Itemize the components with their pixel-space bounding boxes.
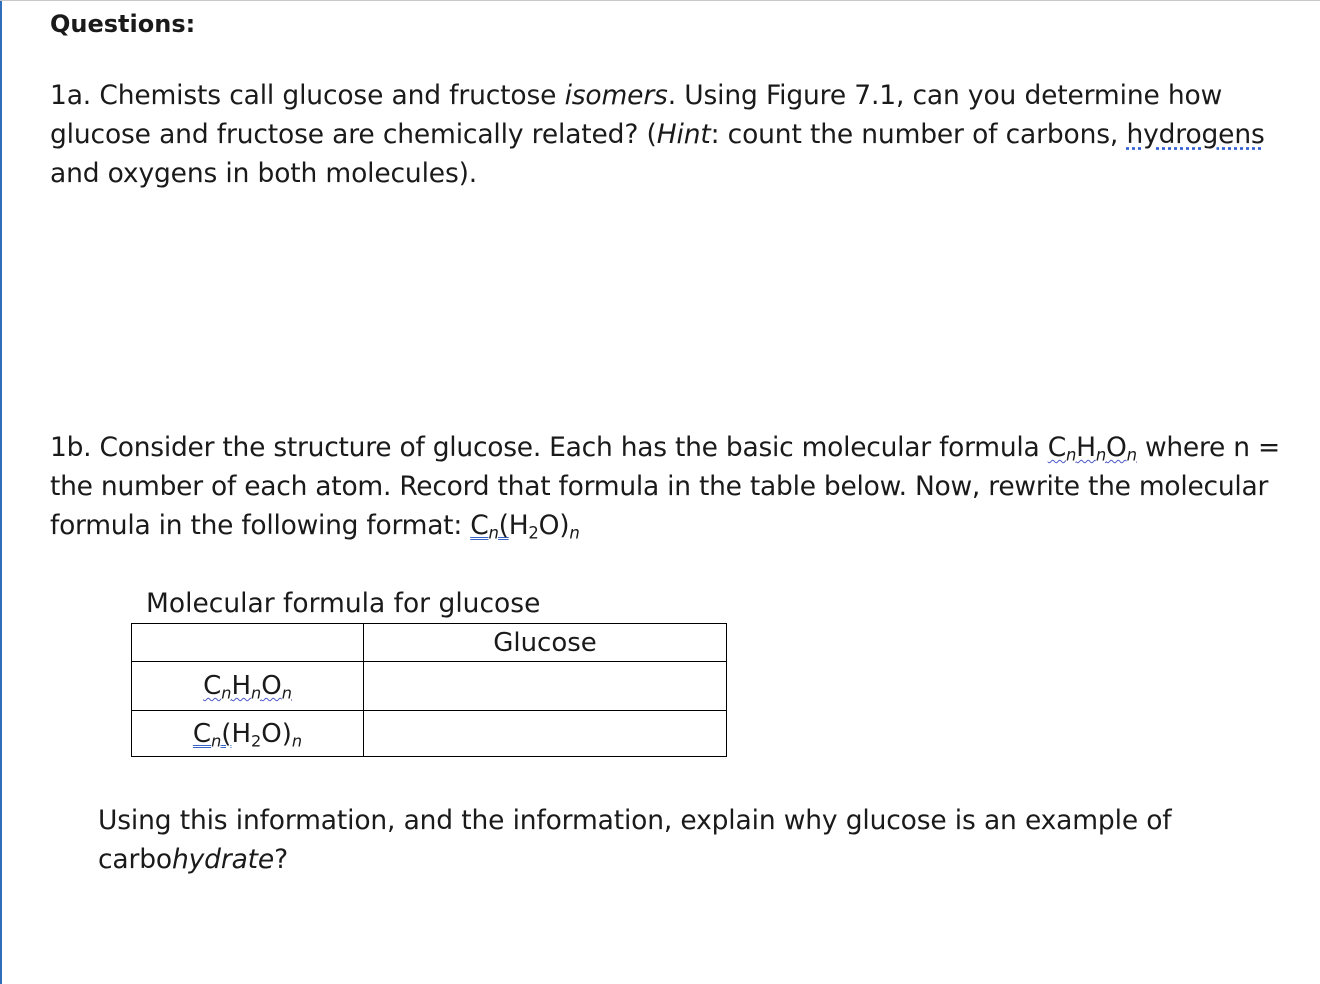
table-header-row [132, 624, 727, 662]
table-header-glucose: Glucose [364, 624, 727, 662]
table-row-cnhnon [132, 662, 727, 711]
question-2 [98, 801, 1171, 879]
questions-heading: Questions: [50, 10, 196, 38]
hint-emphasis: Hint [656, 119, 711, 150]
hydrogens-marked-word: hydrogens [1126, 119, 1265, 150]
question-1b-line-2: the number of each atom. Record that formula in the table below. Now, rewrite the molecular [50, 471, 1269, 502]
glucose-cnhnon-answer-cell[interactable] [364, 662, 727, 711]
question-1a-line-1: 1a. Chemists call glucose and fructose isomers. Using Figure 7.1, can you determine how [50, 80, 1223, 111]
glucose-cn-h2o-n-answer-cell[interactable] [364, 711, 727, 757]
hydrate-emphasis: hydrate [172, 844, 275, 875]
question-2-line-2: carbohydrate? [98, 844, 288, 875]
molecular-formula-table [131, 623, 727, 757]
formula-cn-h2o-n-label: $C_n(H_2O)_n$ [132, 711, 364, 757]
isomers-emphasis: isomers [564, 80, 668, 111]
question-1b-line-3: formula in the following format: $C_n(H_2O)_n$ [50, 510, 580, 543]
question-1a [50, 76, 1265, 193]
question-1a-line-2: glucose and fructose are chemically related? (Hint: count the number of carbons, hydrogens [50, 119, 1265, 150]
formula-cn-h2o-n-inline: $C_n(H_2O)_n$ [470, 510, 580, 543]
question-1b-line-1: 1b. Consider the structure of glucose. Each has the basic molecular formula $C_nH_nO_n$ where n = [50, 432, 1280, 465]
question-1a-line-3: and oxygens in both molecules). [50, 158, 478, 189]
table-header-blank-cell[interactable] [132, 624, 364, 662]
left-page-edge [0, 0, 2, 984]
question-1b [50, 428, 1280, 545]
formula-cnhnon-label: $C_nH_nO_n$ [132, 662, 364, 711]
top-page-edge [0, 0, 1320, 1]
table-row-cn-h2o-n [132, 711, 727, 757]
formula-cnhnon-inline: $C_nH_nO_n$ [1047, 432, 1137, 465]
question-2-line-1: Using this information, and the information, explain why glucose is an example of [98, 805, 1172, 836]
table-caption: Molecular formula for glucose [146, 588, 541, 619]
